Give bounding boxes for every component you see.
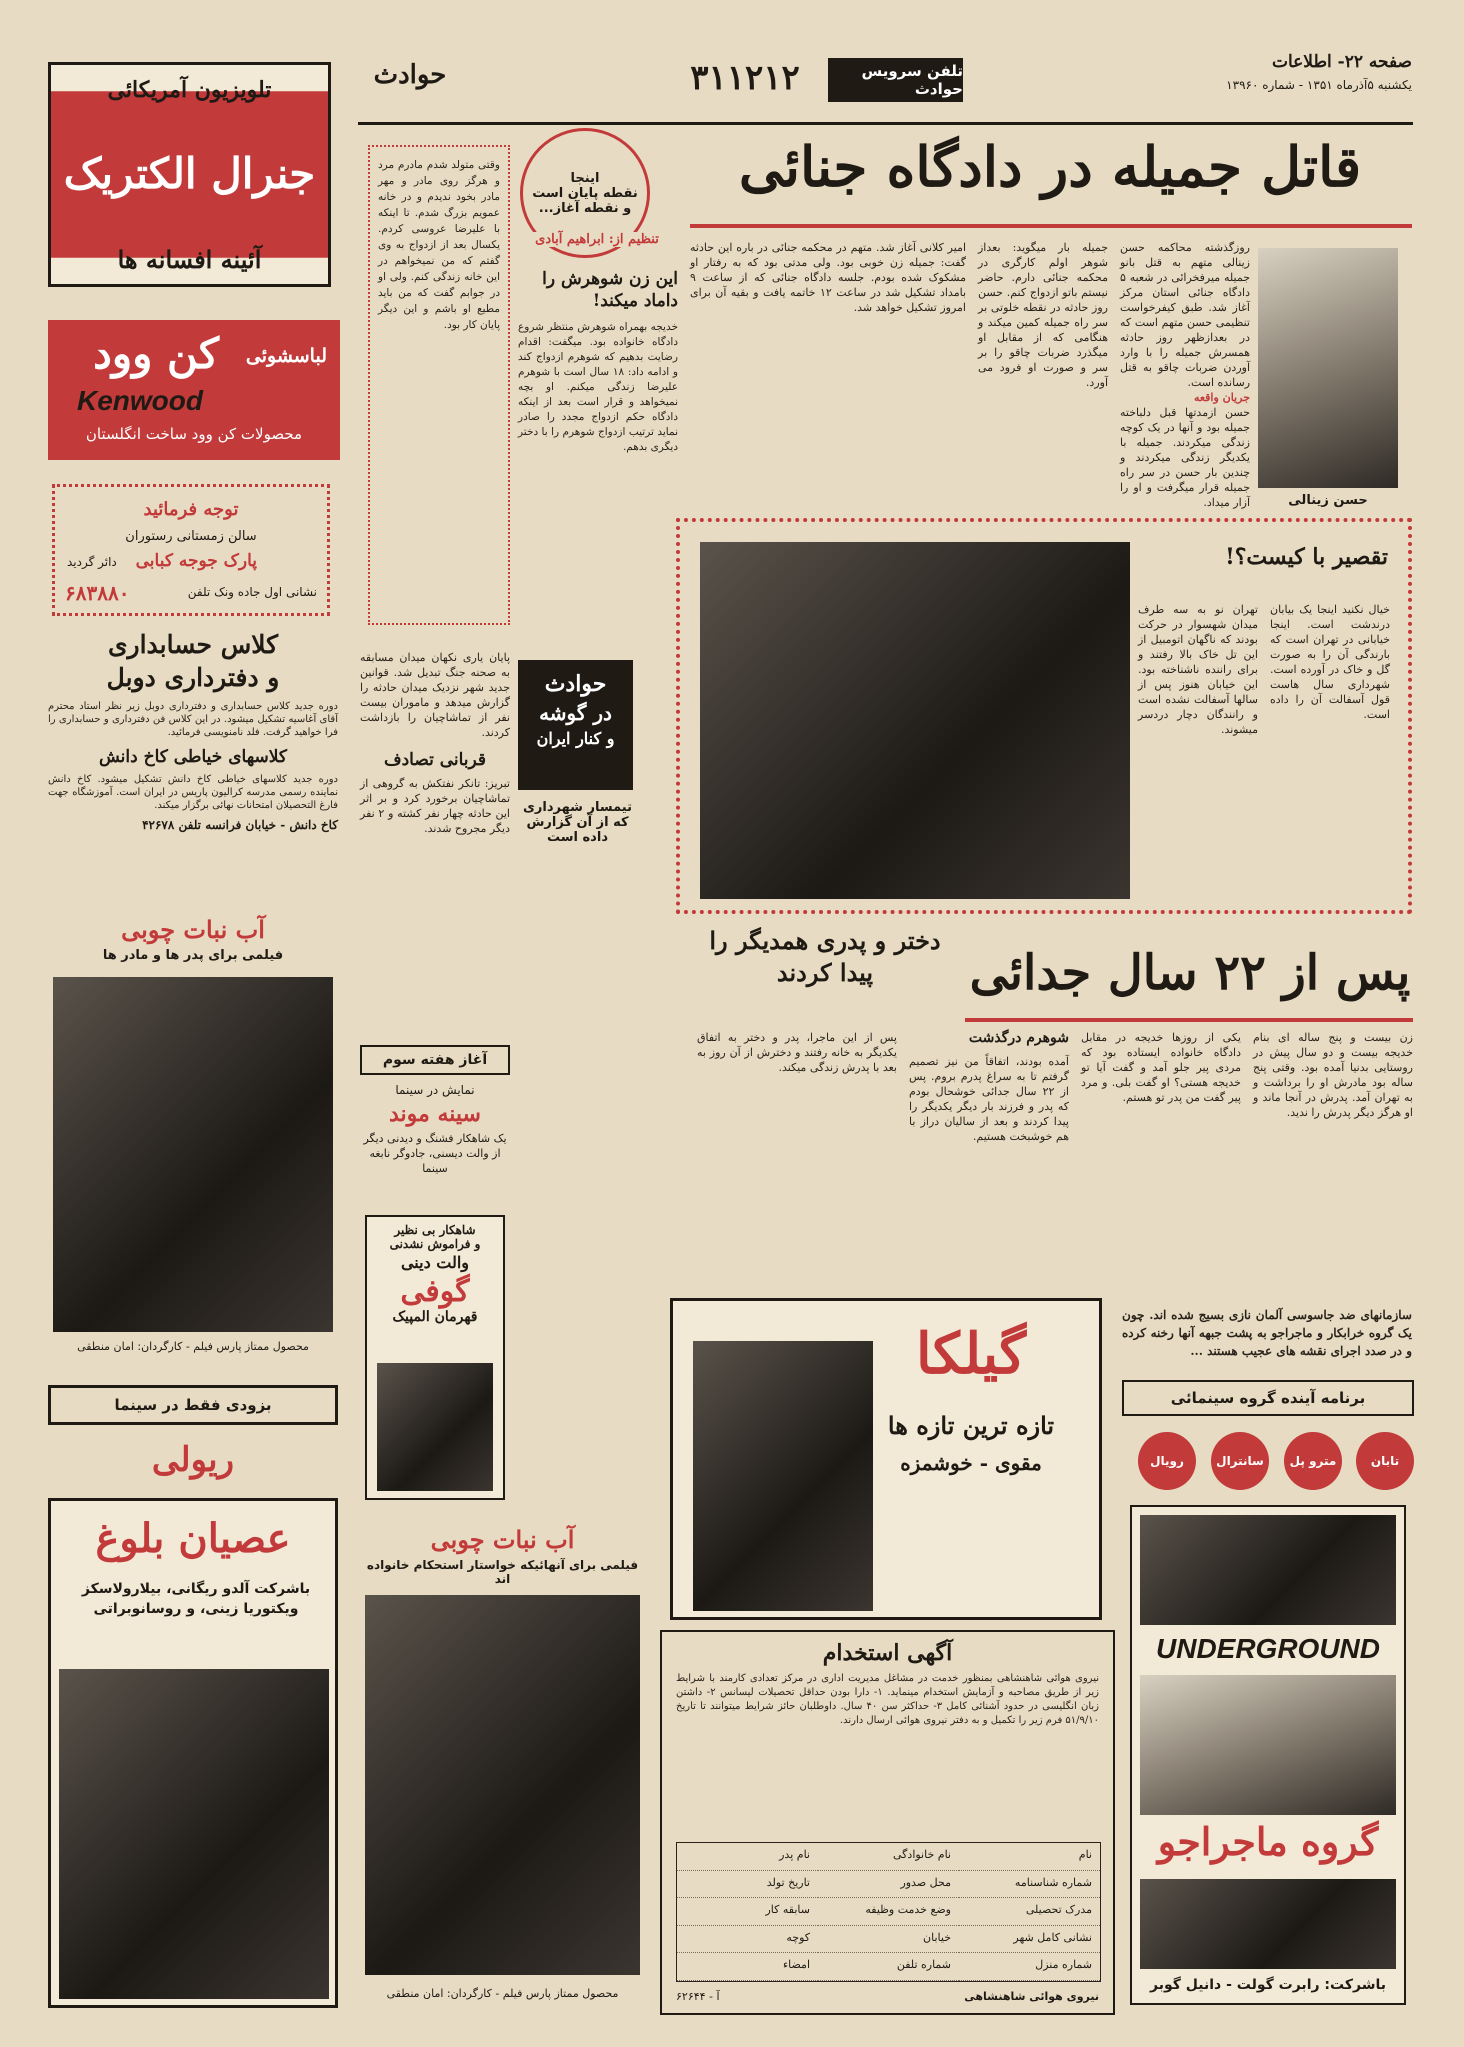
- ad-restaurant: [52, 484, 330, 616]
- goofy-sub: نمایش در سینما: [395, 1083, 475, 1097]
- form-field: نشانی کامل شهر: [959, 1926, 1100, 1954]
- sidebar-title3: و کنار ایران: [536, 729, 615, 748]
- group-film-fa: گروه ماجراجو: [1157, 1819, 1379, 1864]
- reunion-headline: پس از ۲۲ سال جدائی: [969, 945, 1411, 1001]
- form-field: نام: [959, 1843, 1100, 1871]
- sidebar-title1: حوادث: [544, 671, 607, 697]
- form-field: محل صدور: [818, 1871, 959, 1899]
- jobs-form: [676, 1842, 1101, 1982]
- phone-number: ۳۱۱۲۱۲: [690, 58, 800, 98]
- ad-rivoli: [48, 1440, 338, 2010]
- class-address: کاخ دانش - خیابان فرانسه تلفن ۴۲۶۷۸: [142, 818, 338, 832]
- film1-tagline: فیلمی برای پدر ها و مادر ها: [102, 948, 284, 963]
- ad-gilka: [670, 1298, 1102, 1620]
- ad-general-electric: [48, 62, 331, 287]
- inset-line2: نقطه پایان است: [532, 185, 638, 201]
- restaurant-name: پارک جوجه کبابی: [135, 551, 257, 571]
- film2-tagline: فیلمی برای آنهائیکه خواستار استحکام خانواده اند: [366, 1558, 639, 1586]
- husband-text: خدیجه بهمراه شوهرش منتظر شروع دادگاه خانواده بود. میگفت: اقدام رضایت بدهیم که شوهرم ازدواج کند و ادامه داد: ۱۸ سال است با شوهرم علیرضا زندگی میکنم. او بچه نمیخواهد و قرار است بعد از اینکه دادگاه حکم ازدواج مجدد را صادر نماید ترتیب ازدواج شوهرم را با دختر دیگری بدهم.: [518, 321, 678, 453]
- ge-brand: جنرال الکتریک: [63, 149, 316, 198]
- jobs-code: آ - ۶۲۶۴۴: [676, 1990, 720, 2003]
- film1-title: آب نبات چوبی: [121, 915, 265, 944]
- gilka-photo: [693, 1341, 873, 1611]
- goofy-promo3: والت دینی: [400, 1253, 470, 1272]
- class-title1: کلاس حسابداری: [107, 630, 279, 659]
- reunion-rule: [965, 1018, 1413, 1022]
- crime-text: تبریز: تانکر نفتکش به گروهی از تماشاچیان برخورد کرد و بر اثر این حادثه چهار نفر کشته و ۲ نفر دیگر مجروح شدند.: [360, 777, 510, 835]
- header-rule: [358, 122, 1413, 125]
- husband-story: [518, 268, 678, 638]
- form-field: شماره شناسنامه: [959, 1871, 1100, 1899]
- blame-headline: تقصیر با کیست؟!: [1225, 544, 1388, 570]
- form-field: شماره منزل: [959, 1953, 1100, 1981]
- restaurant-hours: دائر گردید: [67, 555, 117, 569]
- goofy-promo2: و فراموش نشدنی: [389, 1237, 481, 1251]
- class-text2: دوره جدید کلاسهای خیاطی کاخ دانش تشکیل میشود. کاخ دانش نماینده رسمی مدرسه کرالیون پاریس در ایران است. آموزشگاه جهت فارغ التحصیلان امتحانات نهائی برگزار میکند.: [48, 774, 338, 811]
- goofy-desc: یک شاهکار فشنگ و دیدنی دیگر از والت دیسنی، جادوگر نابغه سینما: [363, 1132, 507, 1175]
- ad-jobs: [660, 1630, 1115, 2015]
- kenwood-tagline: محصولات کن وود ساخت انگلستان: [85, 425, 303, 443]
- form-field: وضع خدمت وظیفه: [818, 1898, 959, 1926]
- phone-banner: [828, 58, 963, 102]
- soon-text: بزودی فقط در سینما: [114, 1396, 272, 1414]
- film1-photo: [53, 977, 333, 1332]
- jobs-title: آگهی استخدام: [822, 1640, 953, 1666]
- main-text1: روزگذشته محاکمه حسن زینالی متهم به قتل بانو جمیله میرفخرائی در شعبه ۵ دادگاه جنائی استان مرکز آغاز شد. طبق کیفرخواست تنظیمی حسن متهم است که در بعدازظهر روز حادثه همسرش جمیله را با وارد آوردن ضربات چاقو به قتل رسانده است.: [1120, 241, 1250, 389]
- section-title: حوادث: [373, 60, 447, 90]
- blame-col1: خیال نکنید اینجا یک بیابان درندشت است. اینجا خیابانی در تهران است که بارندگی آن را به صورت گل و خاک در آورده است. شهرداری سال هاست قول آسفالت آن را داده است.: [1270, 603, 1390, 721]
- ad-goofy: [360, 1045, 510, 1505]
- husband-headline: این زن شوهرش را داماد میکند!: [542, 269, 678, 311]
- film2-photo: [365, 1595, 640, 1975]
- group-title: برنامه آینده گروه سینمائی: [1170, 1389, 1366, 1407]
- ad-lollipop-2: [360, 1525, 645, 2015]
- cinema-taban: تابان: [1356, 1432, 1414, 1490]
- crime-headline: قربانی تصادف: [383, 750, 487, 770]
- ad-accounting-class: [48, 630, 338, 915]
- film2-credit: محصول ممتاز پارس فیلم - کارگردان: امان منطقی: [386, 1987, 619, 2000]
- goofy-poster: [365, 1215, 505, 1500]
- rivoli-title: عصیان بلوغ: [95, 1515, 291, 1562]
- main-headline: قاتل جمیله در دادگاه جنائی: [738, 134, 1362, 199]
- jobs-text: نیروی هوائی شاهنشاهی بمنظور خدمت در مشاغل مدیریت اداری در مرکز تعدادی کارمند با شرایط زیر از طریق مصاحبه و آزمایش استخدام مینماید. ۱- دارا بودن حداقل تحصیلات لیسانس ۲- داشتن زبان انگلیسی در حدود آشنائی کامل ۳- حداکثر سن ۴۰ سال. داوطلبان حائز شرایط میتوانند تا تاریخ ۵۱/۹/۱۰ فرم زیر را تکمیل و به دفتر نیروی هوائی ارسال دارند.: [676, 1673, 1099, 1726]
- form-field: سابقه کار: [677, 1898, 818, 1926]
- restaurant-title: توجه فرمائید: [143, 499, 239, 520]
- cinema-central: سانترال: [1211, 1432, 1269, 1490]
- form-field: مدرک تحصیلی: [959, 1898, 1100, 1926]
- ad-lollipop-1: [48, 915, 338, 1365]
- inset-text: وقتی متولد شدم مادرم مرد و هرگز روی مادر و مهر مادر بخود ندیدم و در خانه عمویم بزرگ شدم. تا اینکه با علیرضا عروسی کردم. یکسال بعد از ازدواج به وی گفتم که من نمیخواهم در این خانه زندگی کنم. ولی او در جوابم گفت که من باید مطیع او باشم و این دیگر پایان کار بود.: [378, 159, 500, 331]
- rivoli-photo: [59, 1669, 329, 1999]
- group-photo-top: [1140, 1515, 1396, 1625]
- inset-line1: اینجا: [570, 170, 600, 186]
- form-field: تاریخ تولد: [677, 1871, 818, 1899]
- main-col3: امیر کلانی آغاز شد. متهم در محکمه جنائی در باره این حادثه گفت: جمیله زن خوبی بود. ولی مدتی بود که به رفتار او مشکوک شده بودم. جلسه دادگاه جنائی که از ساعت ۹ بامداد تشکیل شد در ساعت ۱۲ خاتمه یافت و بقیه آن برای امروز تشکیل خواهد شد.: [690, 241, 967, 314]
- form-field: امضاء: [677, 1953, 818, 1981]
- group-poster: [1130, 1505, 1406, 2005]
- rivoli-cast: باشرکت آلدو ریگانی، بیلارولاسکز ویکتوریا زینی، و روسانوبراتی: [81, 1581, 311, 1617]
- ge-line3: آئینه افسانه ها: [117, 245, 262, 274]
- main-headline-rule: [690, 224, 1412, 228]
- film1-credit: محصول ممتاز پارس فیلم - کارگردان: امان منطقی: [77, 1340, 309, 1353]
- goofy-promo1: شاهکار بی نظیر: [394, 1223, 476, 1237]
- goofy-title: گوفی: [400, 1274, 470, 1309]
- phone-label: تلفن سرویس حوادث: [861, 62, 963, 98]
- blame-story: [676, 518, 1412, 914]
- page-info: صفحه ۲۲- اطلاعات: [1271, 52, 1412, 72]
- main-text2: حسن ازمدتها قبل دلباخته جمیله بود و آنها در یک کوچه زندگی میکردند. جمیله با یکدیگر زندگی میکردند و چندین بار حسن در سر راه جمیله قرار میگرفت و او را آزار میداد.: [1120, 406, 1250, 509]
- goofy-subtitle: قهرمان المپیک: [392, 1309, 478, 1325]
- goofy-cinema: سینه موند: [389, 1101, 481, 1127]
- restaurant-phone: ۶۸۳۸۸۰: [65, 581, 130, 605]
- reunion-lead: شوهرم درگذشت: [968, 1030, 1069, 1046]
- inset-story: [368, 145, 510, 625]
- gilka-line2: مقوی - خوشمزه: [900, 1451, 1042, 1475]
- form-field: کوچه: [677, 1926, 818, 1954]
- group-photo-mid: [1140, 1675, 1396, 1815]
- group-photo-bottom: [1140, 1879, 1396, 1969]
- main-photo-caption: حسن زینالی: [1288, 493, 1368, 508]
- crime-sub: تیمسار شهرداری که از آن گزارش داده است: [522, 800, 632, 845]
- main-subhead: جریان واقعه: [1193, 391, 1250, 404]
- class-title3: کلاسهای خیاطی کاخ دانش: [98, 747, 288, 767]
- inset-byline: تنظیم از: ابراهیم آبادی: [518, 232, 676, 247]
- form-field: نام خانوادگی: [818, 1843, 959, 1871]
- blame-col2: تهران نو به سه طرف میدان شهسوار در حرکت بودند که ناگهان اتومبیل از این تل خاک بالا رفتند و برای راننده ناشناخته بود. این خیابان هنوز پس از سالها آسفالت نشده است و رانندگان دچار دردسر میشوند.: [1138, 603, 1258, 736]
- restaurant-subtitle: سالن زمستانی رستوران: [125, 529, 257, 544]
- film2-title: آب نبات چوبی: [430, 1525, 575, 1554]
- rivoli-poster: [48, 1498, 338, 2008]
- reunion-col4: پس از این ماجرا، پدر و دختر به اتفاق یکدیگر به خانه رفتند و دخترش از آن روز به بعد با پدرش زندگی میکند.: [697, 1031, 897, 1074]
- cinema-royal: رویال: [1138, 1432, 1196, 1490]
- main-col2: جمیله بار میگوید: بعداز شوهر اولم کارگری در محکمه جنائی دارم. حاضر نیستم باتو ازدواج کنم. حسن روز حادثه در نقطه خلوتی بر سر راه جمیله کمین میکند و هنگامی که از مقابل او میگذرد ضربات چاقو را بر سر و صورت او فرود می آورد.: [978, 241, 1108, 389]
- reunion-subhead: دختر و پدری همدیگر را پیدا کردند: [709, 926, 941, 987]
- cinema-metropole: مترو پل: [1284, 1432, 1342, 1490]
- ad-coming-soon-banner: [48, 1385, 338, 1425]
- ad-adventure-group: [1122, 1380, 1414, 2020]
- group-cast: باشرکت: رابرت گولت - دانیل گوبر: [1150, 1977, 1386, 1993]
- restaurant-address: نشانی اول جاده ونک تلفن: [187, 585, 317, 599]
- main-photo: [1258, 248, 1398, 488]
- kenwood-prefix: لباسشوئی: [245, 345, 327, 367]
- class-text: دوره جدید کلاس حسابداری و دفترداری دوبل زیر نظر استاد محترم آقای آغاسیه تشکیل میشود. در این کلاس فن دفترداری و حسابداری را فرا خواهید گرفت. فلد نامنویسی فرمائید.: [48, 701, 338, 738]
- reunion-columns: [688, 1030, 1413, 1300]
- form-field: خیابان: [818, 1926, 959, 1954]
- rivoli-name: ریولی: [151, 1440, 235, 1480]
- spy-note: سازمانهای ضد جاسوسی آلمان نازی بسیج شده اند. چون یک گروه خرابکار و ماجراجو به پشت جبهه آنها رخنه کرده و در صدد اجرای نقشه های عجیب هستند ...: [1122, 1308, 1412, 1358]
- main-text-columns: [690, 240, 1250, 510]
- group-film-en: UNDERGROUND: [1156, 1633, 1380, 1664]
- inset-line3: و نقطه آغاز...: [538, 200, 632, 216]
- ad-kenwood: [48, 320, 340, 460]
- reunion-col3: آمده بودند، اتفاقاً من نیز تصمیم گرفتم تا به سراغ پدرم بروم. پس از ۲۲ سال جدائی خوشحال بودم که پدر و فرزند بار دیگر یکدیگر را پیدا کردند و بعد از سالیان دراز با هم خوشبخت هستیم.: [909, 1055, 1069, 1143]
- class-title2: و دفترداری دوبل: [106, 663, 280, 692]
- crime-briefs: [360, 650, 510, 1030]
- gilka-brand: گیلکا: [915, 1321, 1027, 1387]
- reunion-col1: زن بیست و پنج ساله ای بنام خدیجه بیست و دو سال پیش در روستایی بدنیا آمده بود. وقتی پنج ساله بود مادرش او را برداشت و به تهران آمد. پدرش در آنجا ماند و او هرگز دیگر پدرش را ندید.: [1253, 1031, 1413, 1119]
- crime-col1: پایان یاری نکهان میدان مسابقه به صحنه جنگ تبدیل شد. قوانین جدید شهر نزدیک میدان حادثه را گزارش میدهد و ماموران بیست نفر از تماشاچیان را بازداشت کردند.: [360, 651, 510, 739]
- jobs-footer: نیروی هوائی شاهنشاهی: [964, 1990, 1099, 2003]
- main-col1: [1120, 240, 1250, 510]
- blame-photo: [700, 542, 1130, 899]
- kenwood-brand-fa: کن وود: [93, 329, 219, 378]
- goofy-art: [377, 1363, 493, 1491]
- sidebar-title2: در گوشه: [539, 701, 612, 725]
- date-line: یکشنبه ۵آذرماه ۱۳۵۱ - شماره ۱۳۹۶۰: [1226, 78, 1412, 92]
- form-field: نام پدر: [677, 1843, 818, 1871]
- sidebar-box: [518, 660, 633, 790]
- ge-line1: تلویزیون آمریکائی: [107, 77, 272, 103]
- reunion-col2: یکی از روزها خدیجه در مقابل دادگاه خانواده ایستاده بود که مردی پیر جلو آمد و گفت آیا تو خدیجه هستی؟ او گفت بلی. و مرد پیر گفت من پدر تو هستم.: [1081, 1031, 1241, 1104]
- gilka-line1: تازه ترین تازه ها: [887, 1411, 1055, 1440]
- kenwood-brand-en: Kenwood: [77, 385, 203, 416]
- masthead: [1132, 52, 1412, 112]
- goofy-label: آغاز هفته سوم: [382, 1052, 488, 1068]
- form-field: شماره تلفن: [818, 1953, 959, 1981]
